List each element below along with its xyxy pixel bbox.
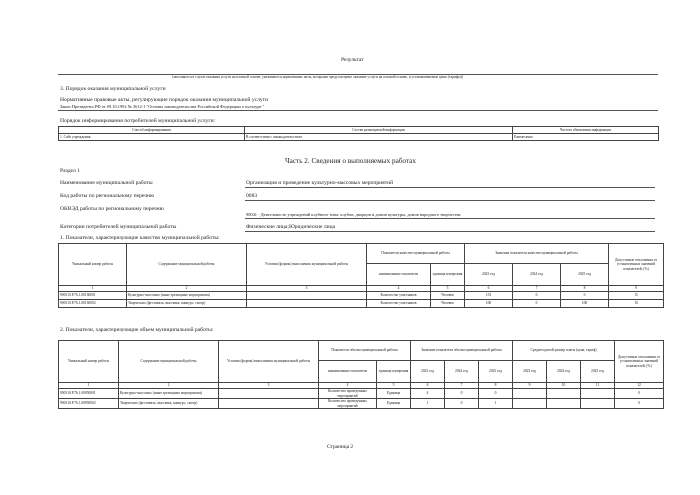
quality-header-year-2025: 2025 год	[561, 264, 609, 286]
volume-cell	[547, 399, 581, 409]
volume-header-year-2025: 2025 год	[479, 361, 513, 383]
volume-cell: Количество проведенных мероприятий	[319, 389, 377, 399]
volume-cell	[513, 389, 547, 399]
quality-header-unit: единица измерения	[431, 264, 465, 286]
volume-header-deviation: Допустимые отклонения от установленных значений показателей, (%)	[615, 341, 664, 383]
field-label-consumers: Категории потребителей муниципальной работы	[60, 224, 177, 230]
quality-header-unique: Уникальный номер работы	[59, 244, 127, 286]
quality-cell: 100	[465, 300, 513, 308]
table-row	[59, 292, 664, 300]
volume-col-num: 3	[219, 383, 319, 389]
normative-text: Закон Президента РФ от 09.10.1992 № 3612-1 "Основы законодательства Российской Федерации о культуре "	[60, 104, 265, 109]
quality-cell: 100	[561, 300, 609, 308]
quality-col-num: 5	[431, 286, 465, 292]
volume-header-price-2024: 2024 год	[547, 361, 581, 383]
quality-cell: 0	[513, 300, 561, 308]
volume-col-num: 9	[513, 383, 547, 389]
quality-cell: Человек	[431, 292, 465, 300]
volume-cell	[219, 399, 319, 409]
volume-col-num: 2	[119, 383, 219, 389]
paid-basis-note: (заполняется в случае оказания услуги на платной основе, указываются нормативные акты, которыми предусмотрено оказание услуги на платной основе, и устанавливаемые цены (тарифы))	[172, 75, 464, 79]
volume-cell: 1	[479, 399, 513, 409]
volume-col-num: 8	[479, 383, 513, 389]
volume-cell: 0	[445, 389, 479, 399]
section3-title: 3. Порядок оказания муниципальной услуги	[60, 86, 166, 92]
field-label-okved: ОКВЭД работы по региональному перечню	[60, 206, 164, 212]
volume-header-indicator: Показатели объема муниципальной работы	[319, 341, 411, 361]
quality-cell: 0	[513, 292, 561, 300]
volume-title: 2. Показатели, характеризующие объем муниципальной работы:	[60, 327, 214, 333]
inform-table	[58, 126, 659, 141]
quality-cell: 900310.Р.76.1.00160002	[59, 300, 127, 308]
part2-title: Часть 2. Сведения о выполняемых работах	[285, 157, 416, 165]
volume-header-price-2023: 2023 год	[513, 361, 547, 383]
field-label-work-name: Наименование муниципальной работы	[60, 180, 153, 186]
volume-header-ind-name: наименование показателя	[319, 361, 377, 383]
quality-cell: 15	[609, 292, 664, 300]
quality-cell: 10	[609, 300, 664, 308]
volume-cell	[219, 389, 319, 399]
quality-header-year-2024: 2024 год	[513, 264, 561, 286]
quality-col-num: 9	[609, 286, 664, 292]
volume-header-content: Содержание муниципальной работы	[119, 341, 219, 383]
volume-cell	[513, 399, 547, 409]
quality-col-num: 2	[127, 286, 247, 292]
quality-cell: 0	[561, 292, 609, 300]
volume-cell: 0	[615, 399, 664, 409]
quality-col-num: 3	[247, 286, 367, 292]
volume-col-num: 4	[319, 383, 377, 389]
volume-cell: 0	[479, 389, 513, 399]
volume-cell: 0	[445, 399, 479, 409]
quality-header-year-2023: 2023 год	[465, 264, 513, 286]
quality-cell: Количество участников	[367, 292, 431, 300]
volume-cell: 0	[615, 389, 664, 399]
volume-cell: Культурно-массовых (иные зрелищные мероприятия)	[119, 389, 219, 399]
volume-table	[58, 340, 664, 409]
volume-col-num: 1	[59, 383, 119, 389]
quality-col-num: 8	[561, 286, 609, 292]
volume-col-num: 7	[445, 383, 479, 389]
inform-cell-content: В соответствии с законодательством	[245, 134, 513, 141]
field-value-work-code: 0083	[246, 193, 258, 199]
quality-header-conditions: Условия (формы) выполнения муниципальной работы	[247, 244, 367, 286]
quality-cell: Творческих (фестиваль, выставка, конкурс, смотр)	[127, 300, 247, 308]
volume-cell: 900310.Р.76.1.00850001	[59, 389, 119, 399]
quality-cell: Культурно-массовых (иные зрелищные мероприятия)	[127, 292, 247, 300]
inform-cell-method: 1. Сайт учреждения	[59, 134, 245, 141]
quality-col-num: 4	[367, 286, 431, 292]
volume-header-unique: Уникальный номер работы	[59, 341, 119, 383]
volume-col-num: 6	[411, 383, 445, 389]
quality-cell: 153	[465, 292, 513, 300]
quality-header-ind-name: наименование показателя	[367, 264, 431, 286]
inform-header-method: Способ информирования	[59, 127, 245, 134]
volume-header-price-2025: 2025 год	[581, 361, 615, 383]
volume-header-values: Значение показателя объема муниципальной работы	[411, 341, 513, 361]
volume-cell: 4	[411, 389, 445, 399]
table-row	[59, 399, 664, 409]
quality-cell	[247, 300, 367, 308]
result-heading: Результат	[341, 57, 364, 63]
volume-header-price: Среднегодовой размер платы (цена, тариф)	[513, 341, 615, 361]
volume-header-year-2023: 2023 год	[411, 361, 445, 383]
volume-col-num: 12	[615, 383, 664, 389]
page-number: Страница 2	[327, 444, 354, 450]
volume-cell	[581, 399, 615, 409]
quality-cell: Человек	[431, 300, 465, 308]
quality-cell: Количество участников	[367, 300, 431, 308]
quality-col-num: 7	[513, 286, 561, 292]
volume-header-unit: единица измерения	[377, 361, 411, 383]
field-label-work-code: Код работы по региональному перечню	[60, 193, 155, 199]
volume-col-num: 10	[547, 383, 581, 389]
table-row	[59, 300, 664, 308]
normative-heading: Нормативные правовые акты, регулирующие порядок оказания муниципальной услуги	[60, 97, 268, 103]
quality-header-content: Содержание муниципальной работы	[127, 244, 247, 286]
inform-header-content: Состав размещаемой информации	[245, 127, 513, 134]
volume-header-conditions: Условия (формы) выполнения муниципальной работы	[219, 341, 319, 383]
volume-cell	[547, 389, 581, 399]
volume-col-num: 5	[377, 383, 411, 389]
quality-table	[58, 243, 664, 308]
volume-cell: Количество проведенных мероприятий	[319, 399, 377, 409]
field-value-work-name: Организация и проведение культурно-массовых мероприятий	[246, 180, 394, 186]
field-value-consumers: Физические лица;Юридические лица	[246, 224, 336, 230]
volume-header-year-2024: 2024 год	[445, 361, 479, 383]
inform-title: Порядок информирования потребителей муниципальной услуги:	[60, 118, 216, 124]
inform-header-frequency: Частота обновления информации	[513, 127, 659, 134]
volume-cell: Единица	[377, 399, 411, 409]
volume-col-num: 11	[581, 383, 615, 389]
inform-cell-frequency: Ежемесячно	[513, 134, 659, 141]
table-row	[59, 389, 664, 399]
volume-cell: Единица	[377, 389, 411, 399]
volume-cell: 1	[411, 399, 445, 409]
volume-cell: 900310.Р.76.1.00850002	[59, 399, 119, 409]
quality-cell: 900310.Р.76.1.00160001	[59, 292, 127, 300]
quality-header-values: Значение показателя качества муниципальной работы	[465, 244, 609, 264]
volume-cell	[581, 389, 615, 399]
field-value-okved: 90041 - Деятельность учреждений клубного типа: клубов, дворцов и домов культуры, домов народного творчества	[246, 212, 461, 217]
quality-col-num: 1	[59, 286, 127, 292]
quality-cell	[247, 292, 367, 300]
quality-header-deviation: Допустимые отклонения от установленных значений показателей, (%)	[609, 244, 664, 286]
quality-col-num: 6	[465, 286, 513, 292]
quality-header-indicator: Показатели качества муниципальной работы	[367, 244, 465, 264]
razdel-label: Раздел 1	[60, 168, 81, 174]
volume-cell: Творческих (фестиваль, выставка, конкурс, смотр)	[119, 399, 219, 409]
quality-title: 1. Показатели, характеризующие качество муниципальной работы:	[60, 235, 220, 241]
